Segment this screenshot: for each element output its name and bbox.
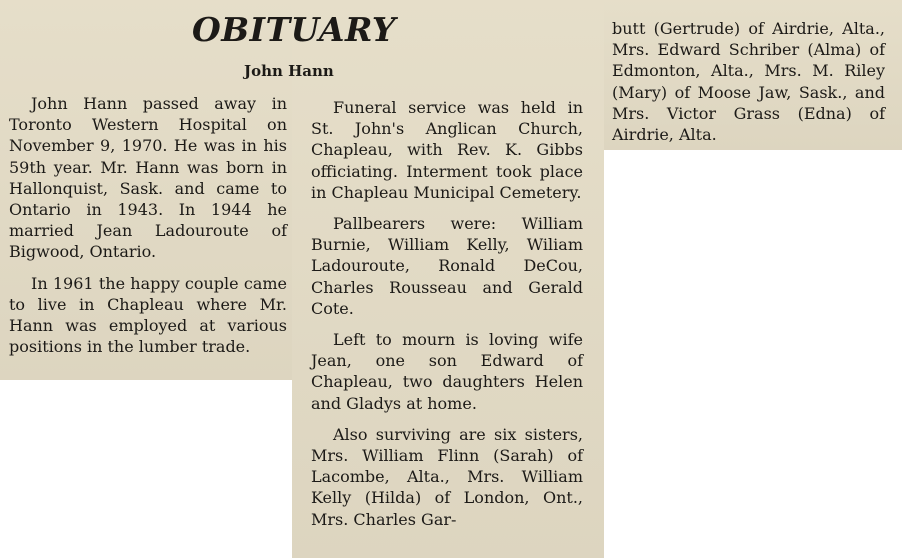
- paragraph-sisters: Also surviving are six sisters, Mrs. William Flinn (Sarah) of Lacombe, Alta., Mrs. William Kelly (Hilda) of London, Ont., Mrs. Charles Gar-: [311, 424, 583, 529]
- column-1: [9, 93, 287, 357]
- paragraph-funeral: Funeral service was held in St. John's Anglican Church, Chapleau, with Rev. K. Gibbs officiating. Interment took place in Chapleau Municipal Cemetery.: [311, 98, 583, 202]
- column-2: [311, 97, 583, 530]
- obituary-header: OBITUARY: [192, 10, 396, 49]
- column-3: [612, 18, 885, 145]
- paragraph-sisters-continued: butt (Gertrude) of Airdrie, Alta., Mrs. Edward Schriber (Alma) of Edmonton, Alta., Mrs. M. Riley (Mary) of Moose Jaw, Sask., and Mrs. Victor Grass (Edna) of Airdrie, Alta.: [612, 19, 885, 145]
- paragraph-survivors: Left to mourn is loving wife Jean, one son Edward of Chapleau, two daughters Helen and Gladys at home.: [311, 330, 583, 413]
- paragraph-pallbearers: Pallbearers were: William Burnie, William Kelly, Wiliam Ladouroute, Ronald DeCou, Charles Rousseau and Gerald Cote.: [311, 214, 583, 318]
- paragraph-passing: John Hann passed away in Toronto Western Hospital on November 9, 1970. He was in his 59th year. Mr. Hann was born in Hallonquist, Sask. and came to Ontario in 1943. In 1944 he married Jean Ladouroute of Bigwood, Ontario.: [9, 94, 287, 262]
- paragraph-chapleau: In 1961 the happy couple came to live in Chapleau where Mr. Hann was employed at various positions in the lumber trade.: [9, 273, 287, 357]
- deceased-name: John Hann: [244, 62, 334, 80]
